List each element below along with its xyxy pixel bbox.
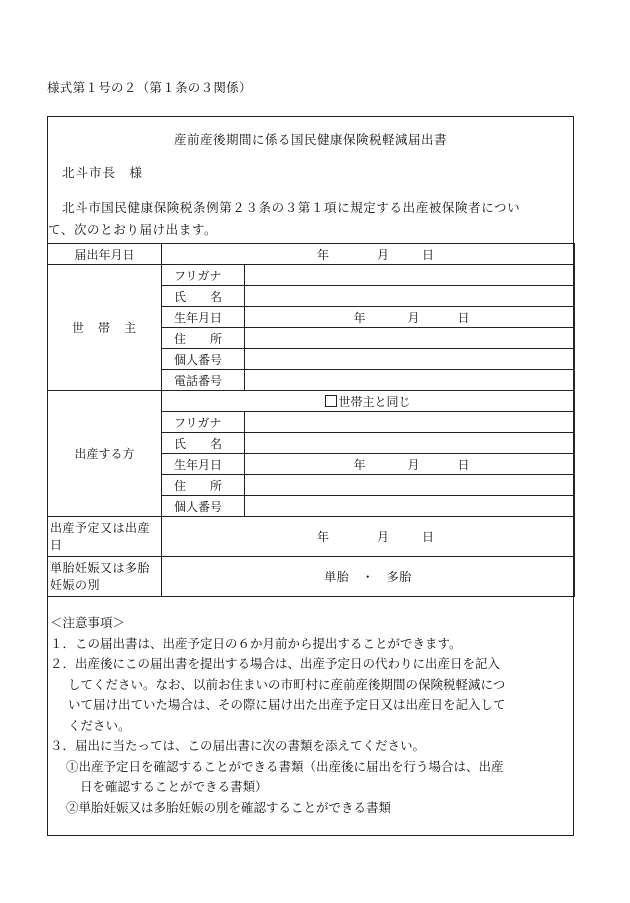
same-as-householder[interactable] [162,391,575,412]
mother-mynumber-label: 個人番号 [162,496,245,517]
month-unit: 月 [407,457,420,472]
statement-line-2: て、次のとおり届け出ます。 [48,222,218,237]
notes-heading: ＜注意事項＞ [50,615,126,630]
mother-label: 出産する方 [48,391,162,517]
householder-birthdate-field[interactable] [245,307,575,328]
day-unit: 日 [457,457,470,472]
form-frame [47,116,574,836]
householder-address-label: 住 所 [162,328,245,349]
householder-label: 世 帯 主 [48,265,162,391]
mother-mynumber-field[interactable] [245,496,575,517]
note-2-line-2: してください。なお、以前お住まいの市町村に産前産後期間の保険税軽減につ [68,676,506,692]
same-as-householder-checkbox[interactable] [325,395,337,407]
form-table [47,243,575,597]
statement [48,197,573,241]
due-date-label: 出産予定又は出産日 [48,517,162,557]
householder-phone-label: 電話番号 [162,370,245,391]
mother-address-label: 住 所 [162,475,245,496]
note-3-item-2: ②単胎妊娠又は多胎妊娠の別を確認することができる書類 [66,799,392,815]
same-as-householder-text: 世帯主と同じ [338,394,411,409]
mother-birthdate-field[interactable] [245,454,575,475]
note-3: ３．届出に当たっては、この届出書に次の書類を添えてください。 [50,738,426,753]
householder-row [48,265,575,286]
statement-line-1: 北斗市国民健康保険税条例第２３条の３第１項に規定する出産被保険者につい [62,200,521,215]
year-unit: 年 [353,457,366,472]
householder-birthdate-label: 生年月日 [162,307,245,328]
year-unit: 年 [316,530,329,544]
year-unit: 年 [353,310,366,325]
householder-furigana-label: フリガナ [162,265,245,286]
day-unit: 日 [421,530,434,544]
note-2-line-3: いて届け出ていた場合は、その際に届け出た出産予定日又は出産日を記入して [68,697,506,712]
householder-mynumber-field[interactable] [245,349,575,370]
month-unit: 月 [407,310,420,325]
year-unit: 年 [316,247,329,262]
householder-furigana-field[interactable] [245,265,575,286]
month-unit: 月 [376,247,389,262]
form-title: 産前産後期間に係る国民健康保険税軽減届出書 [173,132,447,147]
note-2-line-1: ２．出産後にこの届出書を提出する場合は、出産予定日の代わりに出産日を記入 [50,656,501,671]
due-date-field[interactable] [162,517,575,557]
month-unit: 月 [376,530,389,544]
householder-phone-field[interactable] [245,370,575,391]
pregnancy-type-label: 単胎妊娠又は多胎妊娠の別 [48,557,162,597]
day-unit: 日 [421,247,434,262]
form-number: 様式第１号の２（第１条の３関係） [47,80,252,95]
note-3-item-1-line-2: 日を確認することができる書類） [80,779,268,794]
note-1: １．この届出書は、出産予定日の６か月前から提出することができます。 [50,635,462,651]
mother-name-field[interactable] [245,433,575,454]
mother-address-field[interactable] [245,475,575,496]
mother-furigana-label: フリガナ [162,412,245,433]
filing-date-label: 届出年月日 [48,244,162,265]
householder-address-field[interactable] [245,328,575,349]
pregnancy-type-options[interactable]: 単胎 ・ 多胎 [162,557,575,597]
mother-name-label: 氏 名 [162,433,245,454]
note-2-line-4: ください。 [68,717,131,733]
mother-furigana-field[interactable] [245,412,575,433]
householder-name-label: 氏 名 [162,286,245,307]
filing-date-field[interactable] [162,244,575,265]
householder-mynumber-label: 個人番号 [162,349,245,370]
filing-date-row [48,244,575,265]
mother-row [48,391,575,412]
notes-section [48,613,573,818]
mother-birthdate-label: 生年月日 [162,454,245,475]
form-header [48,117,573,242]
note-3-item-1-line-1: ①出産予定日を確認することができる書類（出産後に届出を行う場合は、出産 [66,758,504,774]
householder-name-field[interactable] [245,286,575,307]
due-date-row [48,517,575,557]
day-unit: 日 [457,310,470,325]
addressee: 北斗市長 様 [62,165,144,180]
pregnancy-type-row [48,557,575,597]
